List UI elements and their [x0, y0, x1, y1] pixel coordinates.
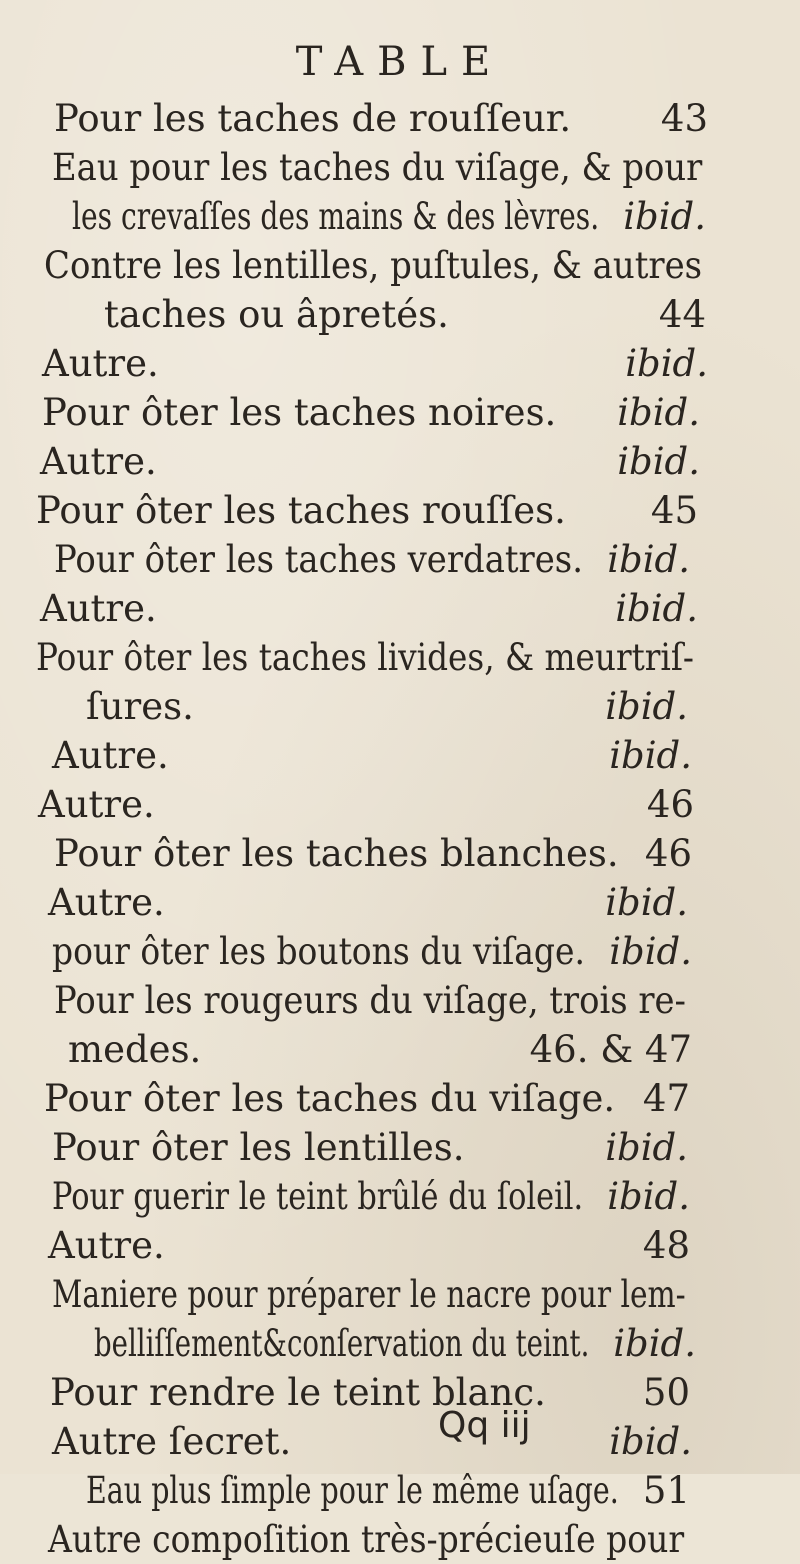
toc-entry [0, 339, 800, 388]
toc-entry [0, 1025, 800, 1074]
entry-page: 44 [658, 293, 706, 336]
toc-entry [0, 1270, 800, 1319]
toc-entry [0, 780, 800, 829]
entry-page: 45 [650, 489, 698, 532]
toc-entry [0, 584, 800, 633]
entry-page: 46 [644, 832, 692, 875]
toc-entry [0, 388, 800, 437]
entry-text: belliſſement&conſervation du teint. [94, 1322, 590, 1365]
entry-page: ibid. [609, 1420, 692, 1463]
entry-text: Autre. [38, 783, 155, 826]
entry-text: Pour ôter les taches rouſſes. [36, 489, 566, 532]
entry-text: Pour ôter les taches noires. [42, 391, 557, 434]
toc-entry [0, 192, 800, 241]
toc-entry [0, 143, 800, 192]
toc-entry [0, 290, 800, 339]
entry-page: ibid. [617, 391, 700, 434]
toc-entry [0, 731, 800, 780]
entry-page: ibid. [605, 1126, 688, 1169]
entry-text: Pour ôter les taches blanches. [54, 832, 619, 875]
entry-text: Autre ſecret. [52, 1420, 292, 1463]
toc-entry [0, 976, 800, 1025]
entry-text: Contre les lentilles, puſtules, & autres [44, 244, 703, 287]
toc-entry [0, 1417, 800, 1466]
toc-entry [0, 1368, 800, 1417]
entry-text: Autre. [40, 440, 157, 483]
toc-entry [0, 94, 800, 143]
entry-page: 46. & 47 [529, 1028, 692, 1071]
entry-text: Pour les rougeurs du viſage, trois re- [54, 979, 686, 1022]
toc-entry [0, 1319, 800, 1368]
entry-text: Pour ôter les taches verdatres. [54, 538, 583, 581]
toc-entry [0, 633, 800, 682]
entry-page: 46 [646, 783, 694, 826]
toc-entry [0, 878, 800, 927]
entry-text: Autre. [40, 587, 157, 630]
entry-page: 47 [642, 1077, 690, 1120]
toc-entry [0, 1466, 800, 1515]
entry-text: Pour ôter les lentilles. [52, 1126, 465, 1169]
entry-text: Pour ôter les taches du viſage. [44, 1077, 616, 1120]
entry-text: Autre. [48, 1224, 165, 1267]
entry-text: les crevaſſes des mains & des lèvres. [72, 195, 600, 238]
entry-page: ibid. [607, 1175, 690, 1218]
entry-page: ibid. [625, 342, 708, 385]
toc-entry [0, 1074, 800, 1123]
entry-text: Eau plus ſimple pour le même uſage. [86, 1469, 619, 1512]
toc-entry [0, 241, 800, 290]
entry-page: 51 [642, 1469, 690, 1512]
entry-text: medes. [68, 1028, 202, 1071]
entry-text: Autre. [52, 734, 169, 777]
entry-text: Autre compoſition très-précieuſe pour [48, 1518, 685, 1561]
toc-entry [0, 1515, 800, 1564]
entry-page: ibid. [615, 587, 698, 630]
entry-text: ſures. [86, 685, 194, 728]
entry-text: taches ou âpretés. [104, 293, 449, 336]
entry-text: Pour rendre le teint blanc. [50, 1371, 546, 1414]
entry-page: ibid. [605, 685, 688, 728]
entry-page: ibid. [617, 440, 700, 483]
toc-entry [0, 829, 800, 878]
entry-text: Pour guerir le teint brûlé du ſoleil. [52, 1175, 584, 1218]
signature-mark: Qq iij [438, 1405, 531, 1446]
entry-text: Autre. [42, 342, 159, 385]
toc-entry [0, 1172, 800, 1221]
entry-page: 50 [642, 1371, 690, 1414]
entry-text: Eau pour les taches du viſage, & pour [52, 146, 703, 189]
entry-text: pour ôter les boutons du viſage. [52, 930, 585, 973]
toc-entry [0, 535, 800, 584]
entry-page: ibid. [613, 1322, 696, 1365]
page-header: TABLE [295, 39, 505, 85]
entry-text: Pour ôter les taches livides, & meurtriſ- [36, 636, 694, 679]
toc-entry [0, 682, 800, 731]
entry-page: ibid. [609, 930, 692, 973]
entry-page: 43 [660, 97, 708, 140]
entry-page: 48 [642, 1224, 690, 1267]
entry-text: Autre. [48, 881, 165, 924]
entry-page: ibid. [623, 195, 706, 238]
entry-page: ibid. [607, 538, 690, 581]
toc-entry [0, 1123, 800, 1172]
entry-text: Maniere pour préparer le nacre pour lem- [52, 1273, 686, 1316]
toc-entry [0, 1221, 800, 1270]
toc-entry [0, 927, 800, 976]
entry-text: Pour les taches de rouſſeur. [54, 97, 572, 140]
entry-page: ibid. [609, 734, 692, 777]
table-of-contents [0, 94, 800, 1564]
toc-entry [0, 437, 800, 486]
toc-entry [0, 486, 800, 535]
entry-page: ibid. [605, 881, 688, 924]
